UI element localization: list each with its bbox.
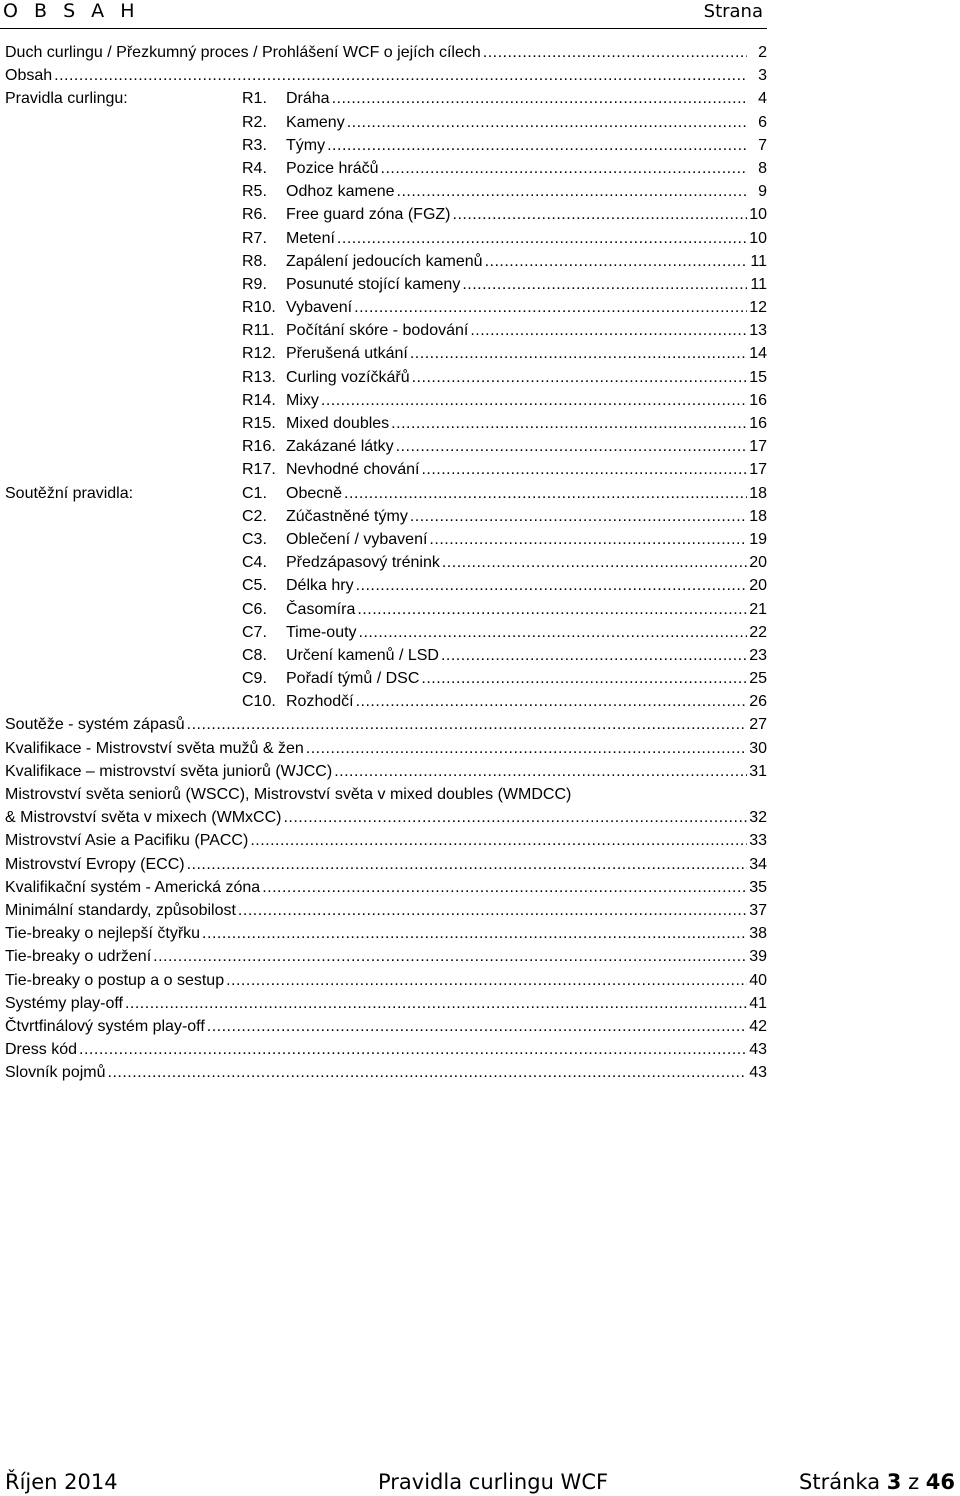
footer-current-page: 3 (886, 1470, 902, 1494)
toc-entry[interactable] (0, 853, 767, 876)
toc-entry[interactable] (0, 992, 767, 1015)
toc-entry-title[interactable]: Systémy play-off (5, 994, 123, 1012)
toc-dot-leader (470, 319, 747, 342)
toc-page-number: 15 (749, 368, 767, 386)
toc-entry[interactable] (0, 412, 767, 435)
toc-entry-title[interactable]: Kvalifikace - Mistrovství světa mužů & žen (5, 739, 304, 757)
toc-page-number: 18 (749, 484, 767, 502)
toc-entry-title[interactable]: Time-outy (286, 623, 357, 641)
toc-rule-code: R16. (242, 438, 276, 456)
toc-entry-title[interactable]: Dráha (286, 90, 330, 108)
toc-rule-code: R6. (242, 206, 267, 224)
toc-rule-code: C9. (242, 670, 267, 688)
toc-dot-leader (396, 435, 747, 458)
toc-page-number: 19 (749, 530, 767, 548)
toc-entry[interactable] (0, 435, 767, 458)
toc-rule-code: C6. (242, 600, 267, 618)
toc-entry[interactable] (0, 876, 767, 899)
toc-rule-code: R13. (242, 368, 276, 386)
toc-header-title: O B S A H (3, 0, 140, 22)
toc-entry-title[interactable]: Zapálení jedoucích kamenů (286, 252, 483, 270)
toc-page-number: 38 (749, 925, 767, 943)
toc-entry[interactable] (0, 296, 767, 319)
toc-page-number: 11 (750, 275, 767, 293)
toc-page-number: 34 (749, 855, 767, 873)
toc-entry[interactable] (0, 111, 767, 134)
toc-entry-title[interactable]: Rozhodčí (286, 693, 354, 711)
toc-page-number: 17 (749, 461, 767, 479)
toc-entry[interactable] (0, 389, 767, 412)
toc-page-number: 4 (758, 90, 767, 108)
toc-entry-title[interactable]: Čtvrtfinálový systém play-off (5, 1017, 205, 1035)
toc-rule-code: C10. (242, 693, 276, 711)
toc-entry-title[interactable]: & Mistrovství světa v mixech (WMxCC) (5, 809, 282, 827)
toc-page-number: 3 (758, 67, 767, 85)
footer-total-pages: 46 (925, 1470, 955, 1494)
toc-rule-code: C2. (242, 507, 267, 525)
footer-date: Říjen 2014 (5, 1470, 118, 1494)
toc-dot-leader (412, 366, 747, 389)
toc-page-number: 26 (749, 693, 767, 711)
toc-entry[interactable] (0, 458, 767, 481)
toc-entry[interactable] (0, 667, 767, 690)
toc-entry-title[interactable]: Mistrovství Evropy (ECC) (5, 855, 185, 873)
toc-rule-code: C4. (242, 554, 267, 572)
toc-page-number: 16 (749, 415, 767, 432)
toc-dot-leader (410, 505, 747, 528)
toc-entry[interactable] (0, 250, 767, 273)
toc-page-number: 16 (749, 391, 767, 409)
toc-page-number: 25 (749, 670, 767, 688)
toc-dot-leader (442, 551, 747, 574)
toc-page-number: 6 (758, 113, 767, 131)
toc-page-number: 13 (749, 322, 767, 340)
toc-dot-leader (453, 203, 748, 226)
toc-rule-code: R7. (242, 229, 267, 247)
toc-entry[interactable] (0, 737, 767, 760)
toc-dot-leader (283, 806, 747, 829)
toc-entry[interactable] (0, 644, 767, 667)
toc-page-number: 21 (749, 600, 767, 618)
toc-rule-code: R4. (242, 159, 267, 177)
toc-entry[interactable] (0, 783, 767, 806)
toc-entry[interactable] (0, 482, 767, 505)
toc-page-number: 43 (749, 1041, 767, 1059)
toc-dot-leader (421, 458, 747, 481)
page-footer (0, 1468, 960, 1496)
toc-rule-code: R2. (242, 113, 267, 131)
toc-dot-leader (327, 134, 747, 157)
toc-entry-title[interactable]: Tie-breaky o udržení (5, 948, 152, 966)
toc-dot-leader (202, 922, 747, 945)
toc-page-number: 22 (749, 623, 767, 641)
footer-document-title: Pravidla curlingu WCF (378, 1470, 609, 1494)
toc-rule-code: C1. (242, 484, 267, 502)
toc-entry[interactable] (0, 574, 767, 597)
toc-dot-leader (421, 667, 747, 690)
toc-page-number: 27 (749, 716, 767, 734)
toc-page-number: 35 (749, 878, 767, 896)
toc-entry[interactable] (0, 1061, 767, 1084)
toc-dot-leader (441, 644, 747, 667)
toc-dot-leader (332, 87, 747, 110)
page-column-header: Strana (703, 1, 763, 22)
header-rule (0, 28, 767, 29)
toc-dot-leader (485, 250, 747, 273)
toc-entry[interactable] (0, 342, 767, 365)
toc-entry-title[interactable]: Vybavení (286, 299, 353, 317)
toc-section-heading: Pravidla curlingu: (5, 90, 128, 108)
toc-entry[interactable] (0, 505, 767, 528)
toc-dot-leader (54, 64, 747, 87)
toc-page-number: 12 (749, 299, 767, 317)
toc-rule-code: R8. (242, 252, 267, 270)
toc-dot-leader (337, 227, 747, 250)
toc-entry-title[interactable]: Oblečení / vybavení (286, 530, 428, 548)
toc-dot-leader (429, 528, 747, 551)
toc-entry[interactable] (0, 598, 767, 621)
toc-entry[interactable] (0, 829, 767, 852)
toc-page-number: 33 (749, 832, 767, 850)
toc-page-number: 9 (758, 183, 767, 201)
toc-rule-code: R10. (242, 299, 276, 317)
toc-page-number: 37 (749, 901, 767, 919)
toc-dot-leader (125, 992, 747, 1015)
toc-entry-title[interactable]: Slovník pojmů (5, 1064, 106, 1082)
toc-entry-title[interactable]: Soutěže - systém zápasů (5, 716, 185, 734)
toc-dot-leader (462, 273, 747, 296)
toc-page-number: 8 (758, 159, 767, 177)
toc-entry-title[interactable]: Kameny (286, 113, 345, 131)
toc-rule-code: R14. (242, 391, 276, 409)
toc-dot-leader (79, 1038, 747, 1061)
toc-dot-leader (344, 482, 747, 505)
toc-dot-leader (334, 760, 747, 783)
toc-rule-code: R3. (242, 136, 267, 154)
toc-entry[interactable] (0, 969, 767, 992)
toc-entry[interactable] (0, 180, 767, 203)
toc-dot-leader (153, 945, 747, 968)
toc-entry-title[interactable]: Dress kód (5, 1041, 78, 1059)
toc-rule-code: C8. (242, 646, 267, 664)
toc-dot-leader (238, 899, 747, 922)
toc-entry-title[interactable]: Posunuté stojící kameny (286, 275, 461, 293)
toc-dot-leader (356, 690, 747, 713)
footer-page-number (799, 1468, 955, 1496)
toc-entry-title[interactable]: Určení kamenů / LSD (286, 646, 439, 664)
toc-entry-title[interactable]: Časomíra (286, 600, 356, 618)
toc-entry-title[interactable]: Duch curlingu / Přezkumný proces / Prohlášení WCF o jejích cílech (5, 44, 481, 61)
toc-rule-code: R1. (242, 90, 267, 108)
toc-rule-code: R15. (242, 415, 276, 432)
footer-page-prefix: Stránka (799, 1470, 887, 1494)
toc-dot-leader (354, 296, 747, 319)
toc-page-number: 40 (749, 971, 767, 989)
toc-page-number: 20 (749, 577, 767, 595)
toc-entry-title[interactable]: Pořadí týmů / DSC (286, 670, 420, 688)
toc-entry-title[interactable]: Free guard zóna (FGZ) (286, 206, 451, 224)
toc-entry-title[interactable]: Mistrovství Asie a Pacifiku (PACC) (5, 832, 249, 850)
toc-rule-code: R17. (242, 461, 276, 479)
toc-entry-title[interactable]: Tie-breaky o nejlepší čtyřku (5, 925, 201, 943)
toc-dot-leader (306, 737, 747, 760)
toc-page-number: 31 (749, 762, 767, 780)
toc-dot-leader (262, 876, 747, 899)
toc-entry[interactable] (0, 366, 767, 389)
toc-entry-title[interactable]: Zúčastněné týmy (286, 507, 408, 525)
toc-page-number: 43 (749, 1064, 767, 1082)
toc-entry[interactable] (0, 1015, 767, 1038)
toc-entry-title[interactable]: Týmy (286, 136, 326, 154)
toc-dot-leader (381, 157, 748, 180)
toc-entry-title[interactable]: Pozice hráčů (286, 159, 379, 177)
toc-page-number: 10 (749, 206, 767, 224)
toc-entry-title[interactable]: Mixed doubles (286, 415, 390, 432)
toc-page-number: 18 (749, 507, 767, 525)
toc-entry[interactable] (0, 1038, 767, 1061)
toc-entry-title[interactable]: Tie-breaky o postup a o sestup (5, 971, 225, 989)
toc-entry[interactable] (0, 528, 767, 551)
toc-entry-title[interactable]: Nevhodné chování (286, 461, 420, 479)
toc-entry-title[interactable]: Mixy (286, 391, 319, 409)
toc-entry[interactable] (0, 64, 767, 87)
toc-entry[interactable] (0, 87, 767, 110)
toc-page-number: 42 (749, 1017, 767, 1035)
toc-dot-leader (347, 111, 747, 134)
toc-page-number: 2 (758, 44, 767, 61)
toc-dot-leader (250, 829, 747, 852)
toc-page-number: 7 (758, 136, 767, 154)
toc-dot-leader (187, 853, 747, 876)
toc-entry[interactable] (0, 203, 767, 226)
toc-dot-leader (356, 574, 747, 597)
toc-entry[interactable] (0, 273, 767, 296)
toc-dot-leader (410, 342, 747, 365)
toc-dot-leader (357, 598, 747, 621)
toc-entry-title[interactable]: Obecně (286, 484, 343, 502)
toc-dot-leader (108, 1061, 748, 1084)
toc-entry-title[interactable]: Kvalifikační systém - Americká zóna (5, 878, 261, 896)
toc-rule-code: C7. (242, 623, 267, 641)
toc-entry-title[interactable]: Předzápasový trénink (286, 554, 440, 572)
toc-entry-title[interactable]: Curling vozíčkářů (286, 368, 410, 386)
toc-entry-title[interactable]: Počítání skóre - bodování (286, 322, 469, 340)
toc-entry-title[interactable]: Mistrovství světa seniorů (WSCC), Mistrovství světa v mixed doubles (WMDCC) (5, 786, 572, 803)
toc-rule-code: R9. (242, 275, 267, 293)
toc-page-number: 32 (749, 809, 767, 827)
toc-rule-code: R11. (242, 322, 275, 340)
toc-entry[interactable] (0, 41, 767, 64)
toc-rule-code: R12. (242, 345, 276, 363)
toc-page-number: 14 (749, 345, 767, 363)
toc-entry-title[interactable]: Obsah (5, 67, 53, 85)
toc-rule-code: C3. (242, 530, 267, 548)
toc-dot-leader (321, 389, 747, 412)
toc-entry[interactable] (0, 227, 767, 250)
toc-page-number: 10 (749, 229, 767, 247)
toc-entry-title[interactable]: Délka hry (286, 577, 354, 595)
toc-entry[interactable] (0, 760, 767, 783)
toc-rule-code: C5. (242, 577, 267, 595)
toc-entry-title[interactable]: Metení (286, 229, 335, 247)
toc-dot-leader (483, 41, 747, 64)
table-of-contents (0, 41, 767, 1084)
toc-page-number: 23 (749, 646, 767, 664)
toc-page-number: 11 (750, 252, 767, 270)
toc-entry-title[interactable]: Minimální standardy, způsobilost (5, 901, 236, 919)
toc-entry[interactable] (0, 945, 767, 968)
toc-entry[interactable] (0, 713, 767, 736)
toc-entry-title[interactable]: Zakázané látky (286, 438, 394, 456)
toc-dot-leader (391, 412, 747, 435)
toc-entry-title[interactable]: Odhoz kamene (286, 183, 395, 201)
toc-entry-title[interactable]: Přerušená utkání (286, 345, 408, 363)
toc-entry[interactable] (0, 690, 767, 713)
toc-dot-leader (359, 621, 747, 644)
toc-section-heading: Soutěžní pravidla: (5, 484, 134, 502)
toc-dot-leader (187, 713, 747, 736)
toc-entry[interactable] (0, 621, 767, 644)
toc-entry[interactable] (0, 899, 767, 922)
toc-entry[interactable] (0, 922, 767, 945)
toc-page-number: 17 (749, 438, 767, 456)
toc-page-number: 41 (749, 994, 767, 1012)
toc-entry[interactable] (0, 157, 767, 180)
toc-entry[interactable] (0, 319, 767, 342)
toc-page-number: 39 (749, 948, 767, 966)
footer-page-separator: z (901, 1470, 926, 1494)
toc-entry[interactable] (0, 134, 767, 157)
toc-dot-leader (397, 180, 747, 203)
toc-entry-title[interactable]: Kvalifikace – mistrovství světa juniorů (WJCC) (5, 762, 333, 780)
toc-entry[interactable] (0, 806, 767, 829)
toc-page-number: 20 (749, 554, 767, 572)
toc-page-number: 30 (749, 739, 767, 757)
toc-entry[interactable] (0, 551, 767, 574)
toc-rule-code: R5. (242, 183, 267, 201)
toc-dot-leader (226, 969, 747, 992)
toc-dot-leader (207, 1015, 747, 1038)
